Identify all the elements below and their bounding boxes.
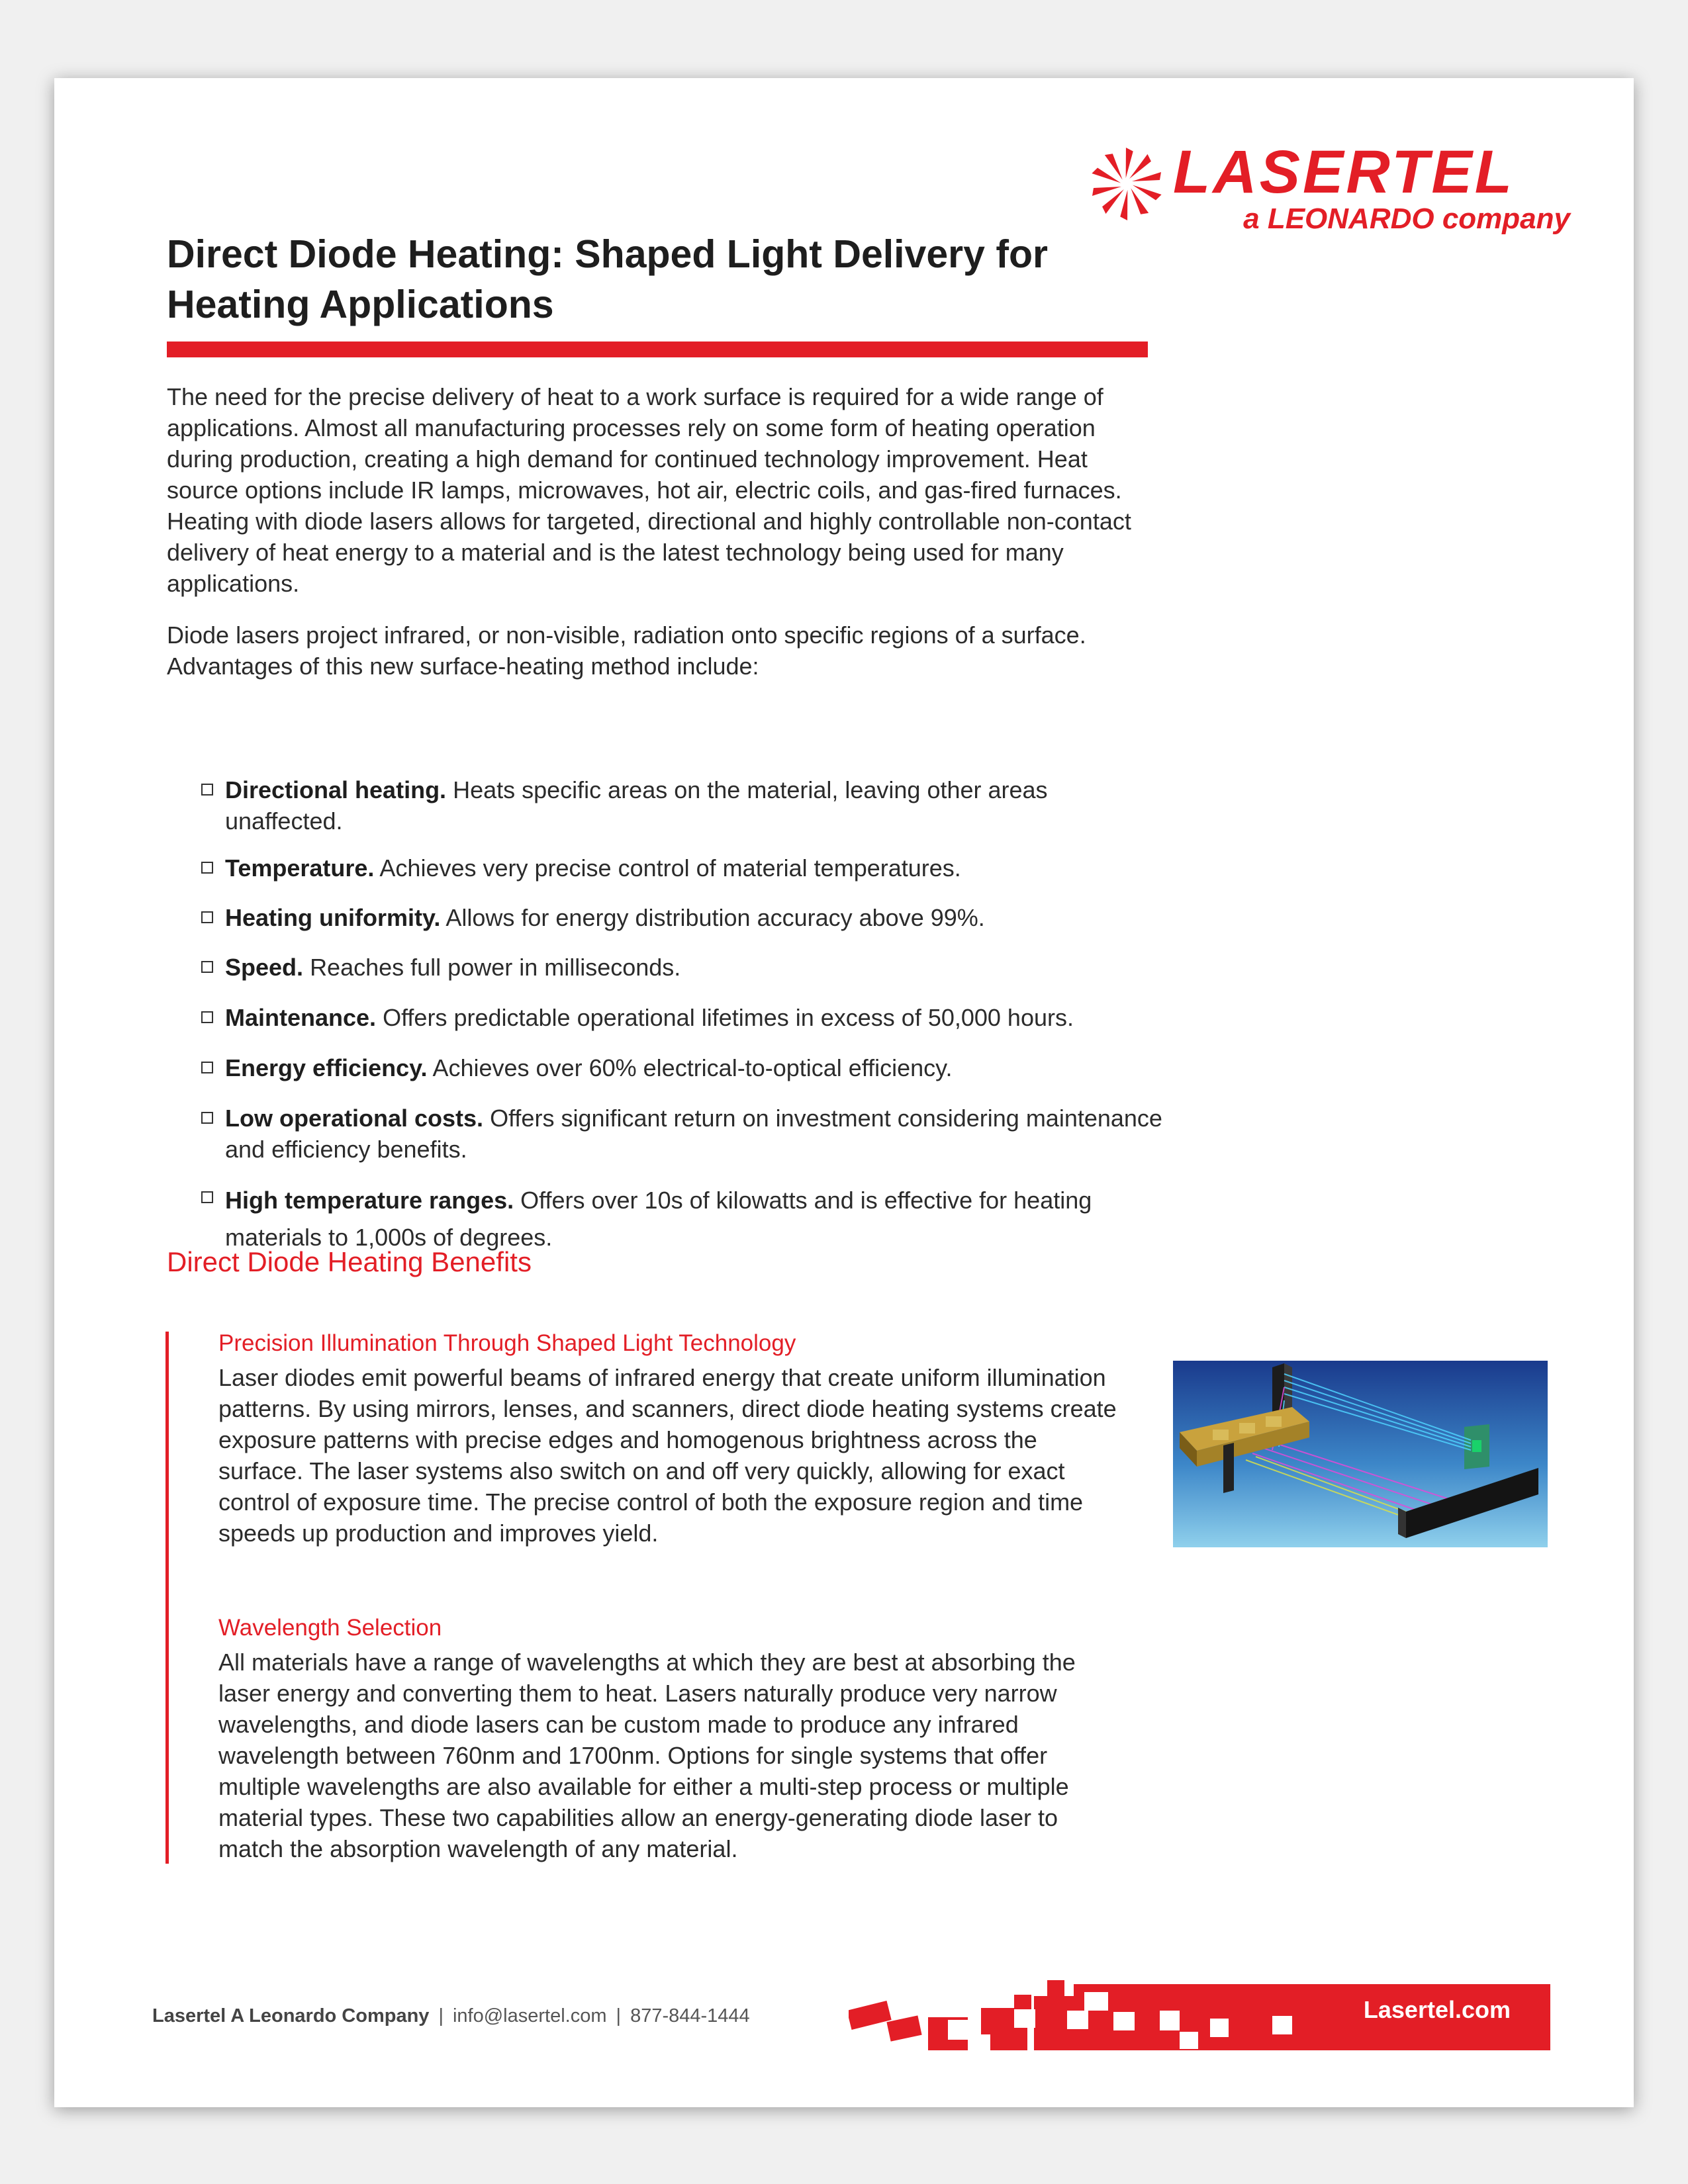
bullet-term: Temperature. (225, 854, 375, 882)
footer-contact (152, 2003, 750, 2029)
checkbox-square-icon (201, 784, 213, 796)
work-surface-bar-side (1398, 1508, 1406, 1538)
diode-laser-system-illustration (1173, 1361, 1548, 1547)
wavelength-selection-paragraph: All materials have a range of wavelengths at which they are best at absorbing the laser energy and converting them to heat. Lasers naturally produce very narrow wavelengths, and diode lasers can be custom made to produce any infrared wavelength between 760nm and 1700nm. Options for single systems that offer multiple wavelengths are also available for either a multi-step process or multiple material types. These two capabilities allow an energy-generating diode laser to match the absorption wavelength of any material. (218, 1649, 1076, 1862)
bullet-term: High temperature ranges. (225, 1187, 514, 1214)
page-title: Direct Diode Heating: Shaped Light Delivery for Heating Applications (167, 232, 1048, 326)
bullet-text: Offers predictable operational lifetimes in excess of 50,000 hours. (383, 1004, 1074, 1031)
list-item (201, 1052, 1165, 1083)
logo-wordmark: LASERTEL (1173, 138, 1515, 206)
mount-post (1223, 1443, 1234, 1493)
list-item (201, 1103, 1165, 1165)
bullet-text: Achieves very precise control of material temperatures. (379, 854, 961, 882)
list-item (201, 1002, 1165, 1033)
bullet-term: Speed. (225, 954, 304, 981)
checkbox-square-icon (201, 1191, 213, 1203)
intro-paragraph-2: Diode lasers project infrared, or non-visible, radiation onto specific regions of a surface. Advantages of this new surface-heating method include: (167, 621, 1086, 680)
footer-separator: | (438, 2005, 444, 2026)
list-item (201, 902, 1165, 933)
precision-illumination-paragraph: Laser diodes emit powerful beams of infrared energy that create uniform illumination patterns. By using mirrors, lenses, and scanners, direct diode heating systems create exposure patterns with precise edges and homogenous brightness across the surface. The laser systems also switch on and off very quickly, allowing for exact control of exposure time. The precise control of both the exposure region and time speeds up production and improves yield. (218, 1364, 1117, 1547)
footer-phone[interactable]: 877-844-1444 (630, 2005, 750, 2026)
lasertel-logo (1087, 139, 1590, 245)
intro-paragraph-1: The need for the precise delivery of heat to a work surface is required for a wide range of applications. Almost all manufacturing processes rely on some form of heating operation during production, creating a high demand for continued technology improvement. Heat source options include IR lamps, microwaves, hot air, electric coils, and gas-fired furnaces. Heating with diode lasers allows for targeted, directional and highly controllable non-contact delivery of heat energy to a material and is the latest technology being used for many applications. (167, 383, 1131, 597)
bullet-text: Achieves over 60% electrical-to-optical efficiency. (432, 1054, 953, 1081)
bullet-text: Heats specific areas on the material, leaving other areas unaffected. (225, 776, 1048, 835)
precision-illumination-heading: Precision Illumination Through Shaped Light Technology (218, 1330, 796, 1356)
bullet-term: Low operational costs. (225, 1105, 484, 1132)
bullet-term: Heating uniformity. (225, 904, 441, 931)
diode-emitter (1213, 1430, 1229, 1440)
checkbox-square-icon (201, 961, 213, 973)
bullet-text: Offers significant return on investment considering maintenance and efficiency benefits. (225, 1105, 1162, 1163)
bullet-term: Directional heating. (225, 776, 447, 803)
footer-email[interactable]: info@lasertel.com (452, 2005, 607, 2026)
checkbox-square-icon (201, 1062, 213, 1073)
diode-emitter (1266, 1416, 1282, 1427)
footer-separator: | (616, 2005, 622, 2026)
list-item (201, 852, 1165, 884)
wavelength-selection-heading: Wavelength Selection (218, 1615, 442, 1641)
title-divider (167, 341, 1148, 357)
footer-website-link[interactable]: Lasertel.com (1363, 1996, 1511, 2023)
bullet-text: Offers over 10s of kilowatts and is effective for heating materials to 1,000s of degrees. (225, 1187, 1092, 1251)
benefits-accent-bar (165, 1332, 169, 1864)
checkbox-square-icon (201, 1112, 213, 1124)
list-item (201, 952, 1165, 983)
list-item (201, 774, 1165, 837)
footer-company: Lasertel A Leonardo Company (152, 2005, 430, 2026)
bullet-term: Maintenance. (225, 1004, 377, 1031)
sunburst-logo-icon (1087, 144, 1166, 224)
checkbox-square-icon (201, 911, 213, 923)
diode-emitter (1239, 1423, 1255, 1433)
checkbox-square-icon (201, 862, 213, 874)
bullet-term: Energy efficiency. (225, 1054, 428, 1081)
checkbox-square-icon (201, 1011, 213, 1023)
bullet-text: Reaches full power in milliseconds. (310, 954, 681, 981)
document-page (54, 78, 1634, 2107)
bullet-text: Allows for energy distribution accuracy above 99%. (445, 904, 985, 931)
benefits-heading: Direct Diode Heating Benefits (167, 1246, 532, 1277)
logo-tagline: a LEONARDO company (1243, 203, 1570, 235)
lens-target (1472, 1440, 1481, 1452)
